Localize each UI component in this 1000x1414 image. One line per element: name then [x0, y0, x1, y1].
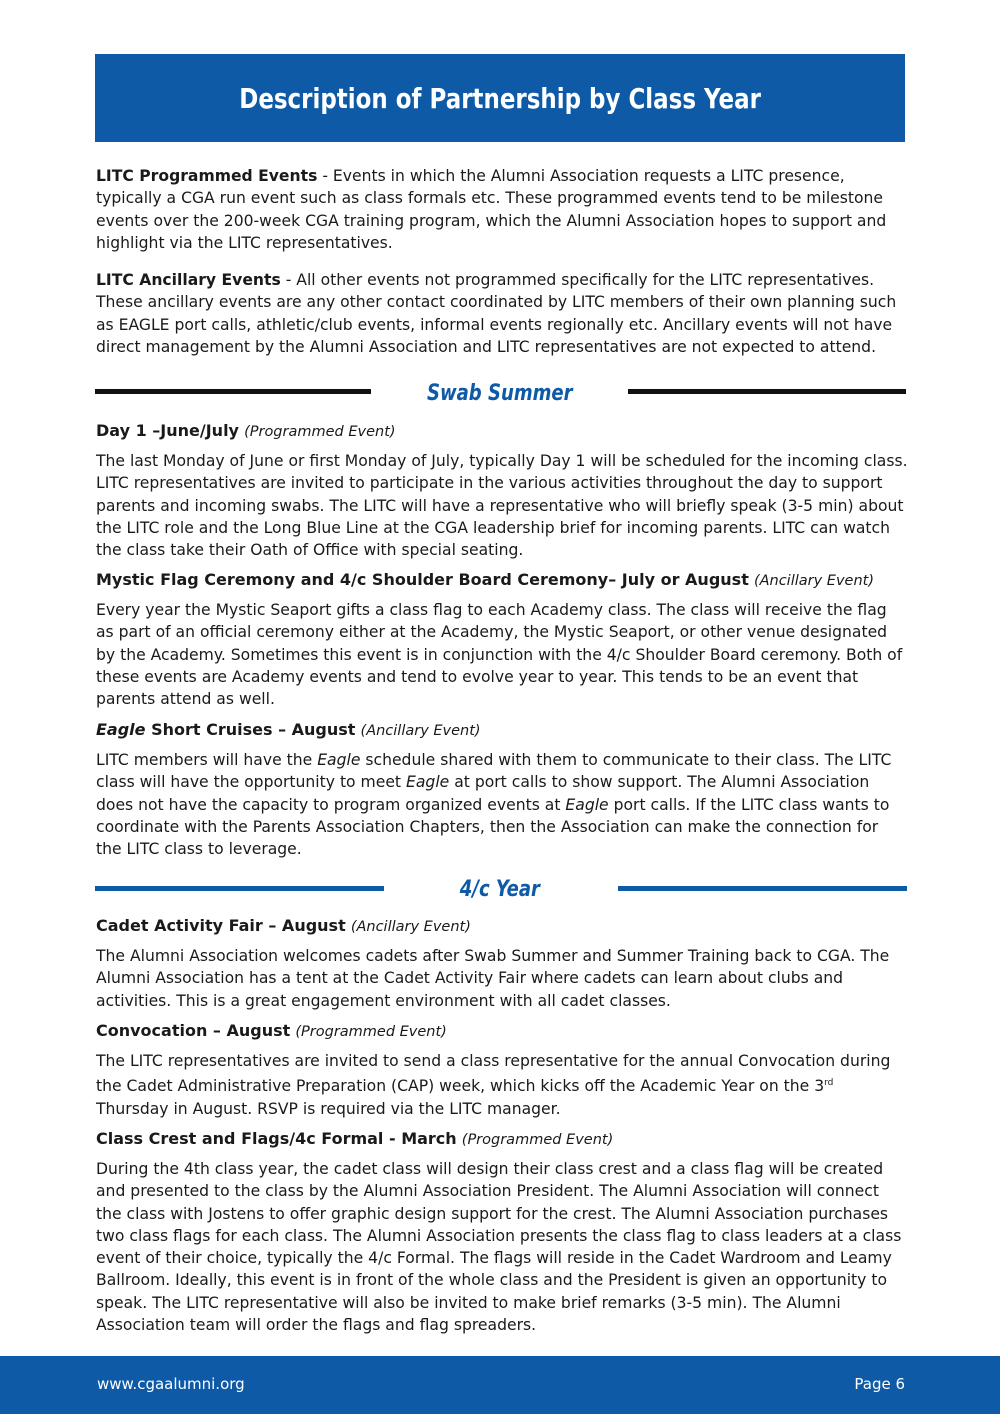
- eagle-heading: Eagle Short Cruises – August (Ancillary Event): [96, 720, 481, 739]
- day1-heading: Day 1 –June/July (Programmed Event): [96, 421, 396, 440]
- mystic-body: Every year the Mystic Seaport gifts a class flag to each Academy class. The class will receive the flag as part of an official ceremony either at the Academy, the Mystic Seaport, or other venue designated by the Academy. Sometimes this event is in conjunction with the 4/c Shoulder Board ceremony. Both of these events are Academy events and tend to evolve year to year. This tends to be an event that parents attend as well.: [96, 601, 903, 709]
- fair-heading: Cadet Activity Fair – August (Ancillary Event): [96, 916, 471, 935]
- intro-ancillary-paragraph: [96, 269, 908, 358]
- ancillary-text: - All other events not programmed specifically for the LITC representatives. These ancillary events are any other contact coordinated by LITC members of their own planning such as EAGLE port calls, athletic/club events, informal events regionally etc. Ancillary events will not have direct management by the Alumni Association and LITC representatives are not expected to attend.: [96, 271, 897, 356]
- convocation-heading: Convocation – August (Programmed Event): [96, 1021, 447, 1040]
- crest-heading: Class Crest and Flags/4c Formal - March (Programmed Event): [96, 1129, 614, 1148]
- page-title-banner: [95, 54, 905, 142]
- convocation-body: The LITC representatives are invited to send a class representative for the annual Convocation during the Cadet Administrative Preparation (CAP) week, which kicks off the Academic Year on the 3rd Thursday in August. RSVP is required via the LITC manager.: [96, 1052, 891, 1118]
- page-title: Description of Partnership by Class Year: [239, 81, 761, 115]
- mystic-tag: (Ancillary Event): [753, 573, 874, 589]
- footer-url-link[interactable]: www.cgaalumni.org: [97, 1375, 245, 1393]
- crest-tag: (Programmed Event): [461, 1132, 614, 1148]
- day1-body: The last Monday of June or first Monday of July, typically Day 1 will be scheduled for the incoming class. LITC representatives are invited to participate in the various activities throughout the day to support parents and incoming swabs. The LITC will have a representative who will briefly speak (3-5 min) about the LITC role and the Long Blue Line at the CGA leadership brief for incoming parents. LITC can watch the class take their Oath of Office with special seating.: [96, 452, 908, 560]
- crest-body: During the 4th class year, the cadet class will design their class crest and a class flag will be created and presented to the class by the Alumni Association President. The Alumni Association will connect the class with Jostens to offer graphic design support for the crest. The Alumni Association purchases two class flags for each class. The Alumni Association presents the class flag to class leaders at a class event of their choice, typically the 4/c Formal. The flags will reside in the Cadet Wardroom and Leamy Ballroom. Ideally, this event is in front of the whole class and the President is given an opportunity to speak. The LITC representative will also be invited to make brief remarks (3-5 min). The Alumni Association team will order the flags and flag spreaders.: [96, 1160, 902, 1335]
- page-footer: [0, 1356, 1000, 1414]
- programmed-text: - Events in which the Alumni Association requests a LITC presence, typically a CGA run event such as class formals etc. These programmed events tend to be milestone events over the 200-week CGA training program, which the Alumni Association hopes to support and highlight via the LITC representatives.: [96, 167, 887, 252]
- section-title-swab-summer: Swab Summer: [427, 381, 573, 406]
- intro-programmed-paragraph: [96, 165, 908, 254]
- convocation-tag: (Programmed Event): [295, 1024, 447, 1040]
- fair-tag: (Ancillary Event): [350, 919, 471, 935]
- eagle-tag: (Ancillary Event): [360, 723, 481, 739]
- programmed-term: LITC Programmed Events: [96, 167, 318, 185]
- page-number: Page 6: [854, 1375, 905, 1393]
- eagle-body: LITC members will have the Eagle schedule shared with them to communicate to their class. The LITC class will have the opportunity to meet Eagle at port calls to show support. The Alumni Association does not have the capacity to program organized events at Eagle port calls. If the LITC class wants to coordinate with the Parents Association Chapters, then the Association can make the connection for the LITC class to leverage.: [96, 751, 892, 859]
- section-title-4c-year: 4/c Year: [459, 877, 541, 902]
- mystic-heading: Mystic Flag Ceremony and 4/c Shoulder Board Ceremony– July or August (Ancillary Event): [96, 570, 874, 589]
- day1-tag: (Programmed Event): [244, 424, 396, 440]
- ancillary-term: LITC Ancillary Events: [96, 271, 281, 289]
- fair-body: The Alumni Association welcomes cadets after Swab Summer and Summer Training back to CGA. The Alumni Association has a tent at the Cadet Activity Fair where cadets can learn about clubs and activities. This is a great engagement environment with all cadet classes.: [96, 947, 890, 1010]
